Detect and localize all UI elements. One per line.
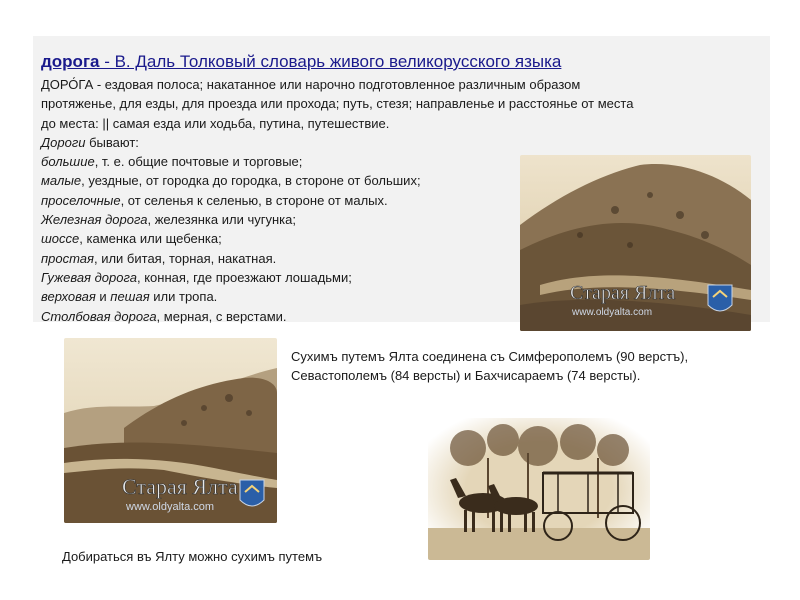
road-desc: , каменка или щебенка; <box>79 231 222 247</box>
photo-carriage <box>428 418 650 560</box>
caption-roads <box>291 347 688 385</box>
watermark-title: Старая Ялта <box>122 474 238 499</box>
caption-line: Севастополемъ (84 версты) и Бахчисараемъ (74 версты). <box>291 368 641 383</box>
road-term: проселочные <box>41 192 121 208</box>
watermark-url: www.oldyalta.com <box>126 501 215 513</box>
watermark-url: www.oldyalta.com <box>572 307 653 318</box>
caption-travel: Добираться въ Ялту можно сухимъ путемъ <box>62 549 323 564</box>
roads-rest: бывают: <box>85 134 139 150</box>
road-desc: , мерная, с верстами. <box>156 308 287 324</box>
road-term: пешая <box>110 289 150 305</box>
road-desc: или тропа. <box>149 289 218 305</box>
definition-line: до места: || самая езда или ходьба, путина, путешествие. <box>41 115 390 131</box>
road-term: Гужевая дорога <box>41 269 137 285</box>
photo-hills-road <box>64 338 277 523</box>
road-term: простая <box>41 250 94 266</box>
road-term: большие <box>41 154 95 170</box>
roads-intro <box>41 133 741 152</box>
road-desc: и <box>95 289 111 305</box>
road-term: Железная дорога <box>41 212 148 228</box>
roads-term: Дороги <box>41 134 86 150</box>
heading <box>41 52 561 72</box>
road-desc: , конная, где проезжают лошадьми; <box>136 269 352 285</box>
watermark-title: Старая Ялта <box>570 282 676 304</box>
road-desc: , железянка или чугунка; <box>147 212 296 228</box>
road-desc: , или битая, торная, накатная. <box>93 250 277 266</box>
photo-mountain-road <box>520 155 751 331</box>
heading-term: дорога <box>41 52 100 71</box>
road-term: малые <box>41 173 82 189</box>
shield-icon <box>708 285 732 311</box>
road-desc: , уездные, от городка до городка, в стороне от больших; <box>81 173 421 189</box>
heading-link[interactable] <box>41 52 561 71</box>
definition-line: ДОРО́ГА - ездовая полоса; накатанное или нарочно подготовленное различным образом <box>41 77 581 92</box>
road-term: верховая <box>41 289 96 305</box>
heading-source: - В. Даль Толковый словарь живого великорусского языка <box>99 52 562 71</box>
road-term: Столбовая дорога <box>41 308 157 324</box>
caption-line: Сухимъ путемъ Ялта соединена съ Симферополемъ (90 верстъ), <box>291 349 689 364</box>
definition-line: протяженье, для езды, для проезда или прохода; путь, стезя; направленье и расстоянье от места <box>41 96 634 112</box>
road-term: шоссе <box>41 231 80 247</box>
road-desc: , от селенья к селенью, в стороне от малых. <box>120 192 388 208</box>
road-desc: , т. е. общие почтовые и торговые; <box>94 154 303 170</box>
